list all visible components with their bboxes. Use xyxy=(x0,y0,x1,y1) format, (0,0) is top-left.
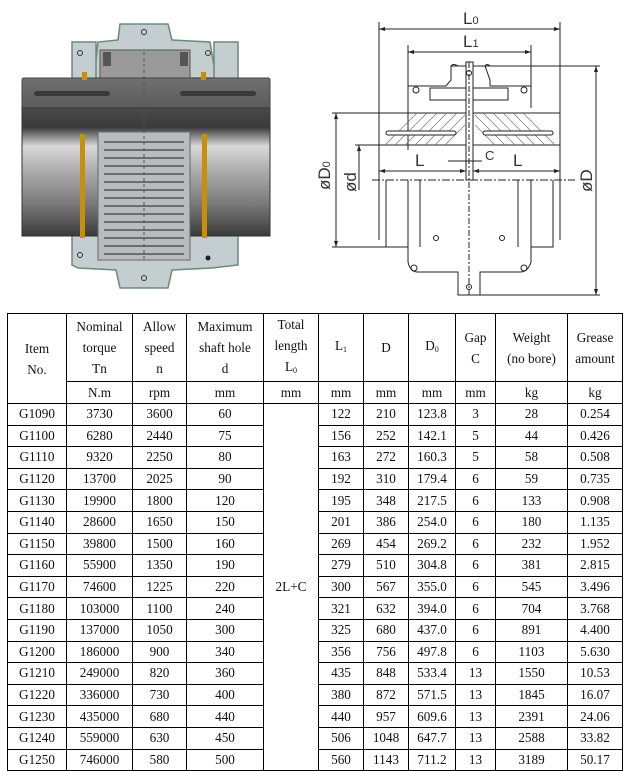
cell-grease-amount: 50.17 xyxy=(568,749,623,771)
cell-D0: 609.6 xyxy=(409,706,456,728)
cell-nominal-torque: 28600 xyxy=(67,511,133,533)
cell-allow-speed: 1800 xyxy=(133,490,187,512)
cell-item-no: G1110 xyxy=(8,447,67,469)
cell-allow-speed: 730 xyxy=(133,684,187,706)
cell-allow-speed: 900 xyxy=(133,641,187,663)
cell-grease-amount: 3.496 xyxy=(568,576,623,598)
cell-L1: 195 xyxy=(319,490,364,512)
cell-grease-amount: 2.815 xyxy=(568,555,623,577)
cell-allow-speed: 2250 xyxy=(133,447,187,469)
cell-item-no: G1090 xyxy=(8,404,67,426)
cell-gap-c: 6 xyxy=(456,641,496,663)
cell-weight: 59 xyxy=(496,468,568,490)
cell-nominal-torque: 74600 xyxy=(67,576,133,598)
cell-allow-speed: 1050 xyxy=(133,619,187,641)
cell-weight: 1550 xyxy=(496,663,568,685)
cell-max-shaft-hole: 240 xyxy=(187,598,264,620)
cell-allow-speed: 820 xyxy=(133,663,187,685)
unit-gap: mm xyxy=(456,382,496,404)
cell-D: 252 xyxy=(364,425,409,447)
unit-shaft-hole: mm xyxy=(187,382,264,404)
header-grease-amount: Grease amount xyxy=(568,314,623,382)
cell-nominal-torque: 336000 xyxy=(67,684,133,706)
header-weight: Weight (no bore) xyxy=(496,314,568,382)
unit-D: mm xyxy=(364,382,409,404)
cell-D: 272 xyxy=(364,447,409,469)
cell-grease-amount: 0.254 xyxy=(568,404,623,426)
label-L1: L1 xyxy=(463,32,479,51)
header-max-shaft-hole: Maximum shaft hole d xyxy=(187,314,264,382)
cell-D0: 437.0 xyxy=(409,619,456,641)
cell-L1: 380 xyxy=(319,684,364,706)
label-L-right: L xyxy=(513,151,523,170)
cell-D0: 304.8 xyxy=(409,555,456,577)
cell-nominal-torque: 435000 xyxy=(67,706,133,728)
coupling-dimension-drawing xyxy=(310,0,628,305)
cell-max-shaft-hole: 90 xyxy=(187,468,264,490)
cell-gap-c: 13 xyxy=(456,727,496,749)
cell-L1: 269 xyxy=(319,533,364,555)
label-C: C xyxy=(485,148,495,163)
cell-nominal-torque: 55900 xyxy=(67,555,133,577)
cell-D: 210 xyxy=(364,404,409,426)
cell-weight: 3189 xyxy=(496,749,568,771)
cell-item-no: G1250 xyxy=(8,749,67,771)
cell-gap-c: 6 xyxy=(456,511,496,533)
cell-D: 386 xyxy=(364,511,409,533)
cell-weight: 381 xyxy=(496,555,568,577)
cell-weight: 704 xyxy=(496,598,568,620)
cell-item-no: G1150 xyxy=(8,533,67,555)
cell-grease-amount: 16.07 xyxy=(568,684,623,706)
cell-gap-c: 5 xyxy=(456,425,496,447)
cell-max-shaft-hole: 400 xyxy=(187,684,264,706)
cell-L1: 440 xyxy=(319,706,364,728)
cell-allow-speed: 680 xyxy=(133,706,187,728)
label-D: øD xyxy=(577,169,596,192)
cell-grease-amount: 4.400 xyxy=(568,619,623,641)
cell-D0: 533.4 xyxy=(409,663,456,685)
cell-grease-amount: 10.53 xyxy=(568,663,623,685)
cell-max-shaft-hole: 150 xyxy=(187,511,264,533)
cell-max-shaft-hole: 440 xyxy=(187,706,264,728)
cell-gap-c: 13 xyxy=(456,663,496,685)
cell-max-shaft-hole: 450 xyxy=(187,727,264,749)
cell-nominal-torque: 39800 xyxy=(67,533,133,555)
cell-total-length-formula: 2L+C xyxy=(264,404,319,771)
cell-D: 680 xyxy=(364,619,409,641)
spec-table xyxy=(7,313,623,771)
cell-D0: 254.0 xyxy=(409,511,456,533)
cell-D0: 142.1 xyxy=(409,425,456,447)
cell-gap-c: 5 xyxy=(456,447,496,469)
cell-gap-c: 3 xyxy=(456,404,496,426)
cell-gap-c: 13 xyxy=(456,706,496,728)
cell-D0: 571.5 xyxy=(409,684,456,706)
cell-allow-speed: 1650 xyxy=(133,511,187,533)
cell-L1: 122 xyxy=(319,404,364,426)
cell-gap-c: 6 xyxy=(456,490,496,512)
cell-max-shaft-hole: 360 xyxy=(187,663,264,685)
cell-D0: 179.4 xyxy=(409,468,456,490)
header-total-length: Total length $L_0$ xyxy=(264,314,319,382)
cell-L1: 435 xyxy=(319,663,364,685)
table-row xyxy=(8,404,623,426)
cell-gap-c: 6 xyxy=(456,598,496,620)
cell-max-shaft-hole: 120 xyxy=(187,490,264,512)
cell-weight: 891 xyxy=(496,619,568,641)
unit-grease: kg xyxy=(568,382,623,404)
cell-weight: 180 xyxy=(496,511,568,533)
cell-max-shaft-hole: 340 xyxy=(187,641,264,663)
cell-D: 454 xyxy=(364,533,409,555)
cell-L1: 321 xyxy=(319,598,364,620)
cell-gap-c: 6 xyxy=(456,619,496,641)
cell-allow-speed: 1100 xyxy=(133,598,187,620)
cell-allow-speed: 580 xyxy=(133,749,187,771)
unit-torque: N.m xyxy=(67,382,133,404)
cell-D: 567 xyxy=(364,576,409,598)
cell-grease-amount: 1.952 xyxy=(568,533,623,555)
cell-nominal-torque: 186000 xyxy=(67,641,133,663)
label-L-left: L xyxy=(415,151,425,170)
unit-total-length: mm xyxy=(264,382,319,404)
cell-nominal-torque: 137000 xyxy=(67,619,133,641)
cell-L1: 156 xyxy=(319,425,364,447)
cell-weight: 58 xyxy=(496,447,568,469)
cell-allow-speed: 1500 xyxy=(133,533,187,555)
cell-gap-c: 6 xyxy=(456,576,496,598)
cell-item-no: G1170 xyxy=(8,576,67,598)
cell-max-shaft-hole: 190 xyxy=(187,555,264,577)
cell-grease-amount: 0.908 xyxy=(568,490,623,512)
cell-max-shaft-hole: 220 xyxy=(187,576,264,598)
cell-item-no: G1230 xyxy=(8,706,67,728)
header-row xyxy=(8,314,623,382)
cell-L1: 163 xyxy=(319,447,364,469)
cell-D0: 269.2 xyxy=(409,533,456,555)
cell-weight: 1103 xyxy=(496,641,568,663)
cell-allow-speed: 3600 xyxy=(133,404,187,426)
cell-max-shaft-hole: 160 xyxy=(187,533,264,555)
cell-weight: 2588 xyxy=(496,727,568,749)
unit-L1: mm xyxy=(319,382,364,404)
cell-gap-c: 6 xyxy=(456,533,496,555)
cell-D0: 160.3 xyxy=(409,447,456,469)
cell-grease-amount: 0.508 xyxy=(568,447,623,469)
cell-D: 310 xyxy=(364,468,409,490)
cell-D: 1143 xyxy=(364,749,409,771)
cell-gap-c: 6 xyxy=(456,555,496,577)
cell-weight: 133 xyxy=(496,490,568,512)
cell-D: 1048 xyxy=(364,727,409,749)
header-D0: $D_0$ xyxy=(409,314,456,382)
header-D: D xyxy=(364,314,409,382)
cell-D0: 355.0 xyxy=(409,576,456,598)
cell-nominal-torque: 3730 xyxy=(67,404,133,426)
unit-weight: kg xyxy=(496,382,568,404)
cell-max-shaft-hole: 75 xyxy=(187,425,264,447)
cell-grease-amount: 33.82 xyxy=(568,727,623,749)
cell-L1: 201 xyxy=(319,511,364,533)
cell-item-no: G1220 xyxy=(8,684,67,706)
label-L0: L0 xyxy=(463,9,479,28)
cell-item-no: G1240 xyxy=(8,727,67,749)
cell-grease-amount: 1.135 xyxy=(568,511,623,533)
cell-item-no: G1140 xyxy=(8,511,67,533)
coupling-photo xyxy=(0,0,310,305)
cell-D0: 711.2 xyxy=(409,749,456,771)
cell-nominal-torque: 746000 xyxy=(67,749,133,771)
cell-gap-c: 6 xyxy=(456,468,496,490)
cell-grease-amount: 5.630 xyxy=(568,641,623,663)
cell-max-shaft-hole: 60 xyxy=(187,404,264,426)
cell-nominal-torque: 6280 xyxy=(67,425,133,447)
cell-D0: 123.8 xyxy=(409,404,456,426)
cell-item-no: G1210 xyxy=(8,663,67,685)
cell-L1: 506 xyxy=(319,727,364,749)
cell-item-no: G1190 xyxy=(8,619,67,641)
cell-L1: 300 xyxy=(319,576,364,598)
cell-grease-amount: 3.768 xyxy=(568,598,623,620)
cell-gap-c: 13 xyxy=(456,684,496,706)
cell-allow-speed: 2025 xyxy=(133,468,187,490)
cell-item-no: G1200 xyxy=(8,641,67,663)
cell-L1: 279 xyxy=(319,555,364,577)
cell-item-no: G1160 xyxy=(8,555,67,577)
cell-gap-c: 13 xyxy=(456,749,496,771)
cell-D0: 217.5 xyxy=(409,490,456,512)
cell-nominal-torque: 9320 xyxy=(67,447,133,469)
cell-D0: 497.8 xyxy=(409,641,456,663)
cell-weight: 44 xyxy=(496,425,568,447)
table-body xyxy=(8,404,623,771)
cell-D: 510 xyxy=(364,555,409,577)
cell-item-no: G1180 xyxy=(8,598,67,620)
cell-D: 848 xyxy=(364,663,409,685)
cell-D: 632 xyxy=(364,598,409,620)
header-nominal-torque: Nominal torque Tn xyxy=(67,314,133,382)
header-L1: $L_1$ xyxy=(319,314,364,382)
cell-grease-amount: 24.06 xyxy=(568,706,623,728)
cell-L1: 325 xyxy=(319,619,364,641)
cell-item-no: G1100 xyxy=(8,425,67,447)
cell-L1: 560 xyxy=(319,749,364,771)
cell-D: 348 xyxy=(364,490,409,512)
cell-allow-speed: 2440 xyxy=(133,425,187,447)
cell-weight: 545 xyxy=(496,576,568,598)
cell-weight: 1845 xyxy=(496,684,568,706)
header-item-no: Item No. xyxy=(8,314,67,404)
cell-nominal-torque: 19900 xyxy=(67,490,133,512)
label-d: ød xyxy=(341,172,360,192)
cell-D: 756 xyxy=(364,641,409,663)
unit-speed: rpm xyxy=(133,382,187,404)
cell-allow-speed: 1350 xyxy=(133,555,187,577)
units-row xyxy=(8,382,623,404)
cell-max-shaft-hole: 80 xyxy=(187,447,264,469)
cell-D: 957 xyxy=(364,706,409,728)
cell-weight: 28 xyxy=(496,404,568,426)
cell-D: 872 xyxy=(364,684,409,706)
cell-max-shaft-hole: 300 xyxy=(187,619,264,641)
cell-weight: 232 xyxy=(496,533,568,555)
cell-weight: 2391 xyxy=(496,706,568,728)
cell-L1: 356 xyxy=(319,641,364,663)
cell-D0: 394.0 xyxy=(409,598,456,620)
cell-item-no: G1120 xyxy=(8,468,67,490)
cell-grease-amount: 0.426 xyxy=(568,425,623,447)
cell-nominal-torque: 103000 xyxy=(67,598,133,620)
header-gap-c: Gap C xyxy=(456,314,496,382)
label-D0: øD0 xyxy=(315,161,334,190)
cell-nominal-torque: 13700 xyxy=(67,468,133,490)
unit-D0: mm xyxy=(409,382,456,404)
cell-max-shaft-hole: 500 xyxy=(187,749,264,771)
cell-L1: 192 xyxy=(319,468,364,490)
cell-allow-speed: 1225 xyxy=(133,576,187,598)
header-allow-speed: Allow speed n xyxy=(133,314,187,382)
cell-grease-amount: 0.735 xyxy=(568,468,623,490)
cell-nominal-torque: 249000 xyxy=(67,663,133,685)
cell-D0: 647.7 xyxy=(409,727,456,749)
cell-nominal-torque: 559000 xyxy=(67,727,133,749)
cell-allow-speed: 630 xyxy=(133,727,187,749)
cell-item-no: G1130 xyxy=(8,490,67,512)
